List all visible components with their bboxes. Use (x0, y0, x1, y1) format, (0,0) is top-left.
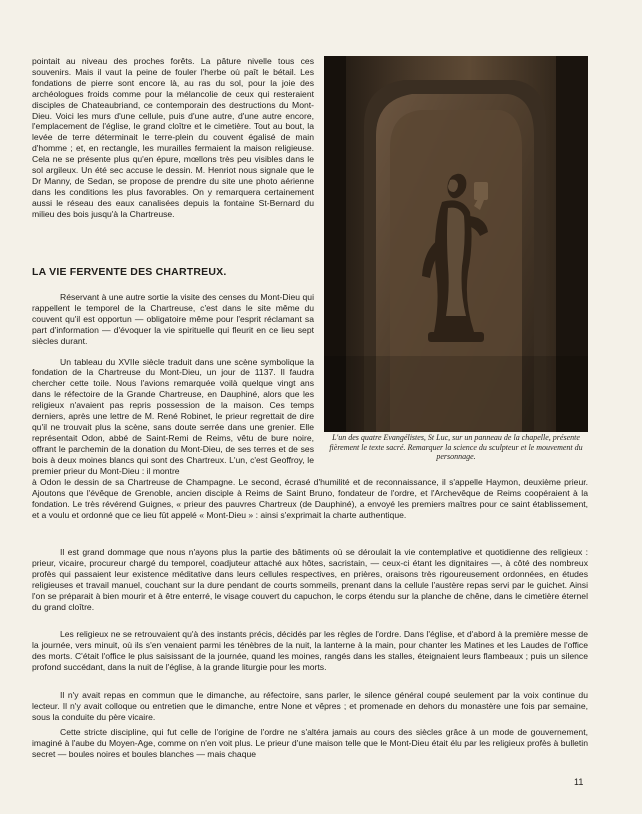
paragraph-tableau-column: Un tableau du XVIIe siècle traduit dans une scène symbolique la fondation de la Chartreuse du Mont-Dieu, un jour de 1137. Il faudra chercher cette toile. Nous l'avions remarquée voilà quelque vingt ans dans le réfectoire de la Grande Chartreuse, en Dauphiné, alors que les religieux n'avaient pas repris possession de la maison. Ces temps derniers, après une lettre de M. René Robinet, le prieur regrettait de dire qu'il ne trouvait plus la scène, sans doute serrée dans une grenier. Elle représentait Odon, abbé de Saint-Remi de Reims, vêtu de bure noire, offrant le parchemin de la donation du Mont-Dieu, de ses terres et de ses bois à deux moines blancs qui sont des Chartreux. L'un, c'est Geoffroy, le premier prieur du Mont-Dieu : il montre (32, 356, 314, 476)
full-width-tableau (32, 477, 588, 521)
paragraph-reserve: Réservant à une autre sortie la visite des censes du Mont-Dieu qui rappellent le temporel de la Chartreuse, c'est dans le site même du couvent qu'il est opportun — obligatoire même pour l'esprit réclamant sa part d'information — d'évoquer la vie spirituelle qui fleurit en ce lieu sept siècles durant. (32, 292, 314, 346)
carved-panel-photo (324, 56, 588, 432)
full-width-dommage (32, 547, 588, 612)
paragraph-dommage: Il est grand dommage que nous n'ayons plus la partie des bâtiments où se déroulait la vie contemplative et quotidienne des religieux : prieur, vicaire, procureur chargé du temporel, coadjuteur attaché aux hôtes, sacristain, — ceux-ci étant les dignitaires —, à côté des nombreux profès qui passaient leur existence méditative dans leurs cellules respectives, en prières, oraisons très rigoureusement ordonnées, en études religieuses et travail manuel, couchant sur la dure pendant de courts sommeils, prenant dans la cellule l'austère repas servi par le guichet. Ainsi l'on se préparait à bien mourir et à être enterré, le visage couvert du capuchon, le corps étendu sur la planche de chêne, dans le cimetière éternel du grand cloître. (32, 547, 588, 612)
full-width-religieux (32, 629, 588, 673)
left-column-body (32, 292, 314, 477)
page-number: 11 (574, 777, 584, 787)
figure-caption: L'un des quatre Evangélistes, St Luc, sur un panneau de la chapelle, présente fièrement le texte sacré. Remarquer la science du sculpteur et le mouvement du personnage. (329, 433, 583, 462)
intro-paragraph: pointait au niveau des proches forêts. La pâture nivelle tous ces souvenirs. Mais il vaut la peine de fouler l'herbe où paît le bétail. Les fondations de pierre sont encore là, au ras du sol, pour la joie des archéologues froids comme pour la mélancolie de ceux qui resteraient disciples de Chateaubriand, ce contemporain des destructions du Mont-Dieu. Voici les murs d'une cellule, puis d'une autre, d'une autre encore, l'emplacement de l'église, le grand cloître et le cimetière. Tout au bout, la levée de terre déterminait le terre-plein du couvent égalisé de main d'homme ; et, en rectangle, les murailles fermaient la maison religieuse. Cela ne se présente plus qu'en épure, mœllons très peu visibles dans le sol argileux. Un été sec accuse le dessin. M. Henriot nous signale que le Dr Manny, de Sedan, se propose de prendre du site une photo aérienne dans les conditions les plus favorables. On y remarquera certainement aussi le réseau des eaux canalisées depuis la fontaine St-Bernard du milieu des bois jusqu'à la Chartreuse. (32, 56, 314, 219)
full-width-discipline (32, 727, 588, 760)
section-heading: LA VIE FERVENTE DES CHARTREUX. (32, 266, 227, 278)
paragraph-discipline: Cette stricte discipline, qui fut celle de l'origine de l'ordre ne s'altéra jamais au cours des siècles grâce à un mode de gouvernement, imaginé à l'aube du Moyen-Age, comme on n'en voit plus. Le prieur d'une maison telle que le Mont-Dieu était élu par les religieux profès à bulletin secret — boules noires et boules blanches — mais chaque (32, 727, 588, 759)
paragraph-religieux: Les religieux ne se retrouvaient qu'à des instants précis, décidés par les règles de l'ordre. Dans l'église, et d'abord à la première messe de la journée, vers minuit, où ils s'en venaient parmi les ténèbres de la nuit, la lanterne à la main, pour chanter les Matines et les Laudes de l'office des morts. C'était l'office le plus saisissant de la journée, quand les moines, rangés dans les stalles, éteignaient leurs flambeaux ; puis un silence profond succédant, dans la nuit de l'église, à la grande liturgie pour les morts. (32, 629, 588, 672)
st-luc-panel-image (324, 56, 588, 432)
paragraph-tableau-continued: à Odon le dessin de sa Chartreuse de Champagne. Le second, écrasé d'humilité et de reconnaissance, il s'appelle Haymon, deuxième prieur. Ajoutons que l'évêque de Grenoble, ancien disciple à Reims de Saint Bruno, fondateur de l'ordre, et l'Archevêque de Reims coopéraient à la fondation. Le très révérend Guignes, « prieur des pauvres Chartreux (de Dauphiné), a envoyé les premiers maîtres pour ce saint établissement, et a voulu et ordonné que ce lieu fût appelé « Mont-Dieu » : ainsi s'exprimait la charte authentique. (32, 477, 588, 520)
left-column-intro (32, 56, 314, 220)
paragraph-repas: Il n'y avait repas en commun que le dimanche, au réfectoire, sans parler, le silence général coupé seulement par la voix continue du lecteur. Il n'y avait colloque ou entretien que le dimanche, entre None et vêpres ; et promenade en dehors du monastère une fois par semaine, sous la conduite du père vicaire. (32, 690, 588, 722)
full-width-repas (32, 690, 588, 723)
